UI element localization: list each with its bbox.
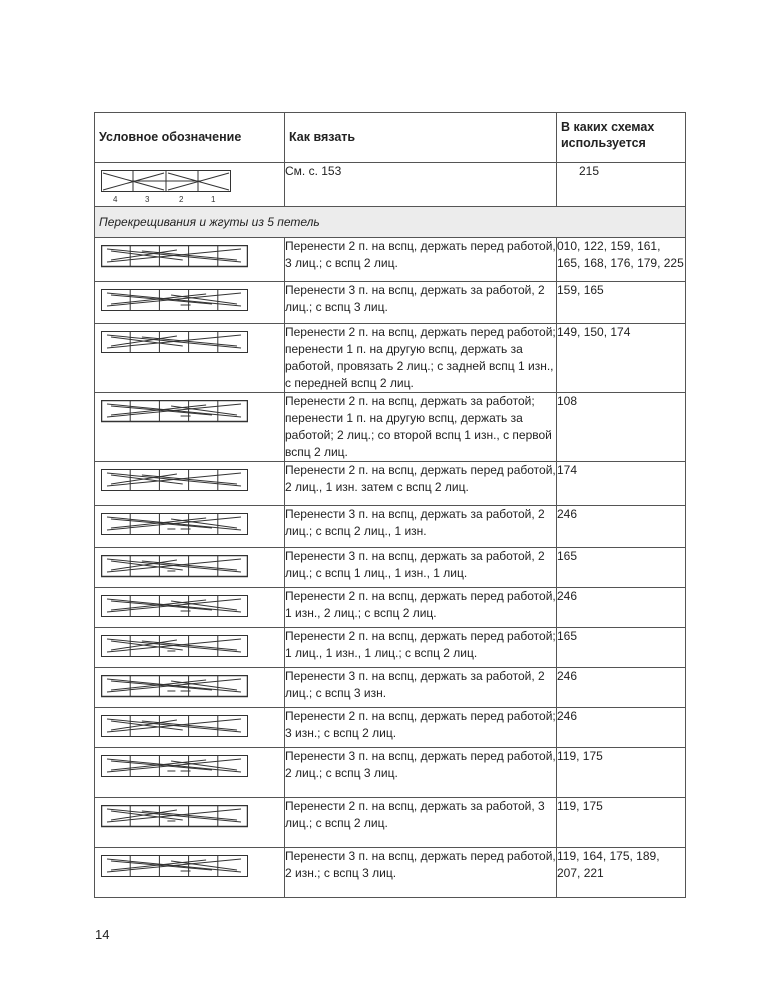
stitch-number: 1 xyxy=(211,195,216,204)
table-row xyxy=(95,548,686,588)
cable-symbol-5-stitch xyxy=(101,555,248,578)
description-cell: Перенести 2 п. на вспц, держать за работой; перенести 1 п. на другую вспц, держать за работой; 2 лиц.; со второй вспц 1 изн., с первой вспц 2 лиц. xyxy=(285,393,557,462)
used-in-cell: 165 xyxy=(557,548,686,588)
cable-symbol-5-stitch xyxy=(101,469,248,492)
table-row xyxy=(95,238,686,282)
used-in-cell: 119, 175 xyxy=(557,748,686,798)
symbol-cell xyxy=(95,628,285,668)
description-cell: Перенести 3 п. на вспц, держать за работой, 2 лиц.; с вспц 2 лиц., 1 изн. xyxy=(285,506,557,548)
symbol-cell xyxy=(95,282,285,324)
cable-symbol-5-stitch xyxy=(101,245,248,268)
description-cell: Перенести 2 п. на вспц, держать перед работой, 2 лиц., 1 изн. затем с вспц 2 лиц. xyxy=(285,462,557,506)
table-row xyxy=(95,628,686,668)
used-in-cell: 119, 175 xyxy=(557,798,686,848)
cable-symbol-5-stitch xyxy=(101,595,248,618)
table-header-row xyxy=(95,113,686,163)
used-in-cell: 215 xyxy=(557,163,686,207)
table-row xyxy=(95,506,686,548)
symbol-cell xyxy=(95,748,285,798)
used-in-cell: 119, 164, 175, 189, 207, 221 xyxy=(557,848,686,898)
stitch-number: 3 xyxy=(145,195,150,204)
section-title: Перекрещивания и жгуты из 5 петель xyxy=(95,207,686,238)
stitch-number: 4 xyxy=(113,195,118,204)
description-cell: Перенести 3 п. на вспц, держать за работой, 2 лиц.; с вспц 1 лиц., 1 изн., 1 лиц. xyxy=(285,548,557,588)
cable-symbol-5-stitch xyxy=(101,635,248,658)
table-row xyxy=(95,393,686,462)
symbol-legend-table xyxy=(94,112,686,898)
cable-symbol-5-stitch xyxy=(101,331,248,354)
description-cell: Перенести 2 п. на вспц, держать перед работой; 1 лиц., 1 изн., 1 лиц.; с вспц 2 лиц. xyxy=(285,628,557,668)
cable-symbol-5-stitch xyxy=(101,715,248,738)
table-row-first xyxy=(95,163,686,207)
used-in-cell: 108 xyxy=(557,393,686,462)
table-row xyxy=(95,708,686,748)
stitch-number: 2 xyxy=(179,195,184,204)
cable-symbol-5-stitch xyxy=(101,513,248,536)
symbol-cell xyxy=(95,393,285,462)
used-in-cell: 159, 165 xyxy=(557,282,686,324)
used-in-cell: 165 xyxy=(557,628,686,668)
section-header-row xyxy=(95,207,686,238)
description-cell: Перенести 3 п. на вспц, держать перед работой, 2 лиц.; с вспц 3 лиц. xyxy=(285,748,557,798)
symbol-cell xyxy=(95,548,285,588)
cable-symbol-5-stitch xyxy=(101,289,248,312)
symbol-cell xyxy=(95,324,285,393)
table-row xyxy=(95,848,686,898)
used-in-cell: 246 xyxy=(557,506,686,548)
table-row xyxy=(95,282,686,324)
symbol-cell xyxy=(95,708,285,748)
used-in-cell: 149, 150, 174 xyxy=(557,324,686,393)
symbol-cell xyxy=(95,163,285,207)
symbol-cell xyxy=(95,506,285,548)
symbol-cell xyxy=(95,238,285,282)
description-cell: Перенести 2 п. на вспц, держать перед работой, 3 лиц.; с вспц 2 лиц. xyxy=(285,238,557,282)
symbol-cell xyxy=(95,588,285,628)
description-cell: См. с. 153 xyxy=(285,163,557,207)
table-row xyxy=(95,748,686,798)
cable-symbol-5-stitch xyxy=(101,675,248,698)
header-used-in: В каких схемах используется xyxy=(557,113,686,163)
cable-symbol-5-stitch xyxy=(101,400,248,423)
description-cell: Перенести 2 п. на вспц, держать за работой, 3 лиц.; с вспц 2 лиц. xyxy=(285,798,557,848)
used-in-cell: 246 xyxy=(557,588,686,628)
header-symbol: Условное обозначение xyxy=(95,113,285,163)
table-row xyxy=(95,462,686,506)
header-how: Как вязать xyxy=(285,113,557,163)
description-cell: Перенести 2 п. на вспц, держать перед работой; перенести 1 п. на другую вспц, держать за работой, провязать 2 лиц.; с задней вспц 1 изн., с передней вспц 2 лиц. xyxy=(285,324,557,393)
table-row xyxy=(95,588,686,628)
page-number: 14 xyxy=(95,927,110,942)
used-in-cell: 174 xyxy=(557,462,686,506)
description-cell: Перенести 3 п. на вспц, держать за работой, 2 лиц.; с вспц 3 изн. xyxy=(285,668,557,708)
table-row xyxy=(95,324,686,393)
used-in-cell: 010, 122, 159, 161, 165, 168, 176, 179, 225 xyxy=(557,238,686,282)
cable-symbol-5-stitch xyxy=(101,805,248,828)
used-in-cell: 246 xyxy=(557,668,686,708)
used-in-cell: 246 xyxy=(557,708,686,748)
description-cell: Перенести 3 п. на вспц, держать перед работой, 2 изн.; с вспц 3 лиц. xyxy=(285,848,557,898)
description-cell: Перенести 2 п. на вспц, держать перед работой; 3 изн.; с вспц 2 лиц. xyxy=(285,708,557,748)
description-cell: Перенести 3 п. на вспц, держать за работой, 2 лиц.; с вспц 3 лиц. xyxy=(285,282,557,324)
cable-symbol-5-stitch xyxy=(101,755,248,778)
symbol-cell xyxy=(95,848,285,898)
symbol-cell xyxy=(95,462,285,506)
table-row xyxy=(95,798,686,848)
table-row xyxy=(95,668,686,708)
symbol-cell xyxy=(95,668,285,708)
description-cell: Перенести 2 п. на вспц, держать перед работой, 1 изн., 2 лиц.; с вспц 2 лиц. xyxy=(285,588,557,628)
cable-symbol-5-stitch xyxy=(101,855,248,878)
symbol-cell xyxy=(95,798,285,848)
cable-symbol-8-stitch xyxy=(101,170,231,204)
